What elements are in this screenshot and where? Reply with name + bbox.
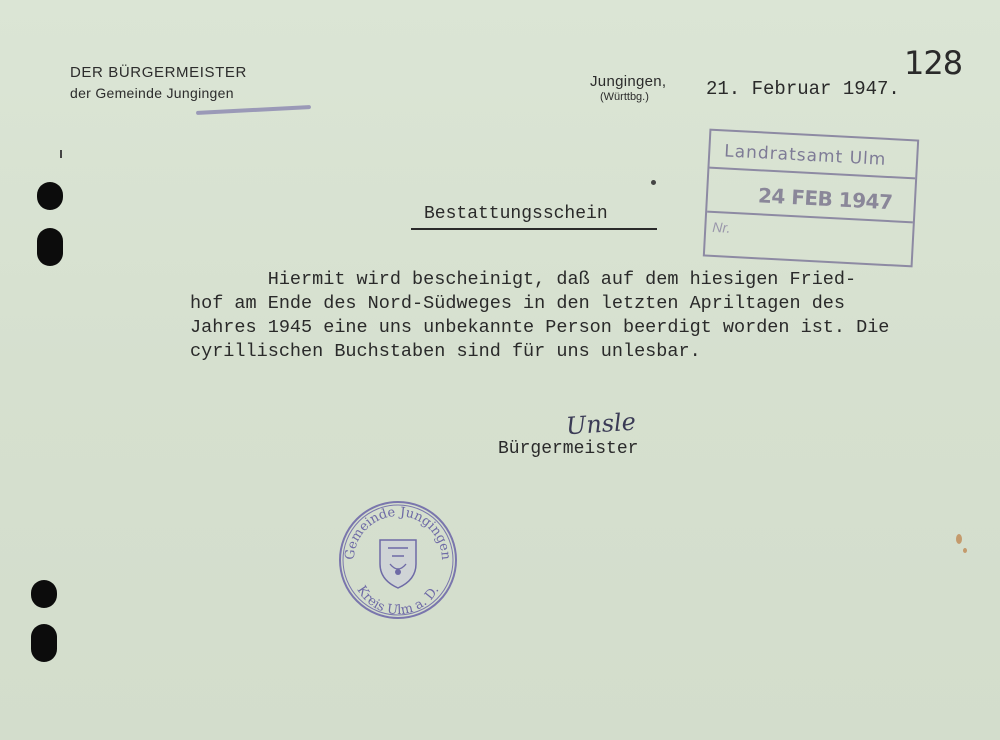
letterhead: [70, 64, 247, 104]
place-region: (Württbg.): [600, 91, 649, 103]
certificate-text: Hiermit wird bescheinigt, daß auf dem hiesigen Fried- hof am Ende des Nord-Südweges in den letzten Apriltagen des Jahres 1945 eine uns unbekannte Person beerdigt worden ist. Die cyrillischen Buchstaben sind für uns unlesbar.: [190, 269, 890, 362]
municipal-seal: [336, 498, 460, 622]
punch-hole: [31, 624, 57, 662]
paper-stain: [963, 548, 967, 553]
handwritten-signature: Unsle: [565, 407, 637, 441]
letterhead-underline: [196, 105, 311, 115]
punch-hole: [31, 580, 57, 608]
punch-hole: [37, 228, 63, 266]
document-date: 21. Februar 1947.: [706, 78, 900, 100]
seal-top-text: Gemeinde Jungingen: [342, 504, 454, 561]
stamp-nr-label: Nr.: [711, 218, 731, 236]
document-title: Bestattungsschein: [424, 204, 608, 224]
margin-mark: [60, 150, 62, 158]
punch-hole: [37, 182, 63, 210]
coat-of-arms-icon: [380, 540, 416, 588]
title-underline: [411, 228, 657, 230]
page-number: 128: [904, 44, 963, 82]
signatory-title: Bürgermeister: [498, 439, 639, 459]
place-block: [590, 74, 666, 104]
seal-bottom-text: Kreis Ulm a. D.: [353, 583, 443, 619]
margin-mark: [651, 180, 656, 185]
stamp-office: Landratsamt Ulm: [723, 141, 887, 170]
letterhead-subtitle: der Gemeinde Jungingen: [70, 85, 234, 101]
stamp-date: 24 FEB 1947: [757, 183, 894, 215]
received-stamp: [703, 129, 919, 268]
paper-stain: [956, 534, 962, 544]
letterhead-title: DER BÜRGERMEISTER: [70, 64, 247, 81]
place-name: Jungingen,: [590, 73, 667, 90]
